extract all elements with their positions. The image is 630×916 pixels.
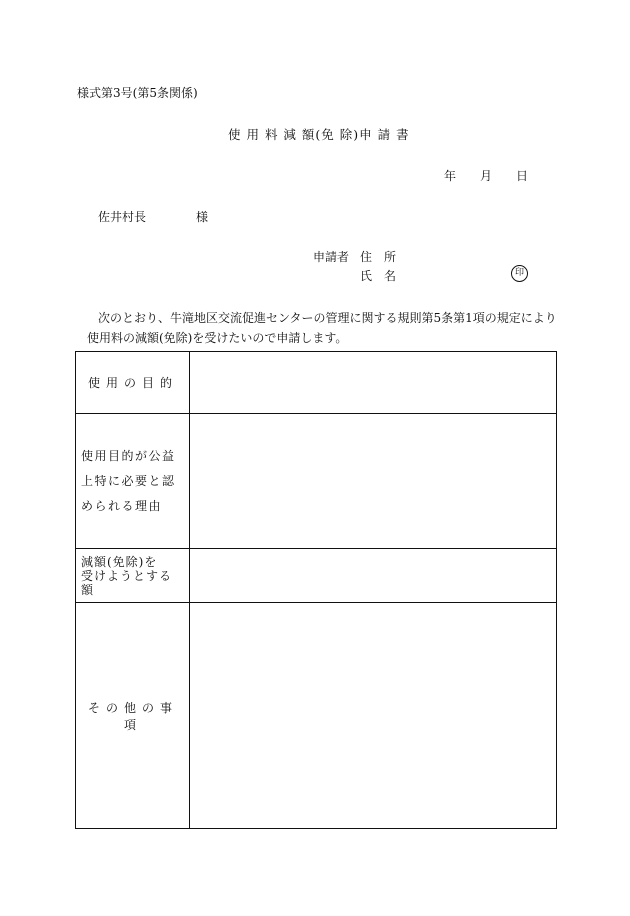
applicant-label: 申請者 <box>313 250 350 264</box>
public-reason-field[interactable] <box>190 414 557 549</box>
body-text-line-2: 使用料の減額(免除)を受けたいので申請します。 <box>87 331 348 345</box>
date-year-label: 年 <box>444 169 457 183</box>
addressee-honorific: 様 <box>196 210 209 224</box>
public-reason-label-line-3: められる理由 <box>81 498 163 513</box>
reduction-amount-label-line-3: 額 <box>81 582 95 597</box>
reduction-amount-label-line-2: 受けようとする <box>81 568 173 583</box>
form-number: 様式第3号(第5条関係) <box>77 86 198 100</box>
address-label: 住 所 <box>360 250 397 264</box>
table-row-other-matters <box>76 603 557 829</box>
addressee-name: 佐井村長 <box>98 210 147 224</box>
other-matters-field[interactable] <box>190 603 557 829</box>
date-day-label: 日 <box>516 169 529 183</box>
other-matters-label: その他の事項 <box>76 603 190 829</box>
public-reason-label <box>76 414 190 549</box>
name-label: 氏 名 <box>360 269 397 283</box>
application-form-table <box>75 351 557 829</box>
date-month-label: 月 <box>480 169 493 183</box>
reduction-amount-field[interactable] <box>190 549 557 603</box>
table-row-usage-purpose <box>76 352 557 414</box>
table-row-reduction-amount <box>76 549 557 603</box>
usage-purpose-label: 使用の目的 <box>76 352 190 414</box>
reduction-amount-label-line-1: 減額(免除)を <box>81 554 158 569</box>
public-reason-label-line-2: 上特に必要と認 <box>81 473 176 488</box>
document-title: 使 用 料 減 額(免 除)申 請 書 <box>228 127 410 142</box>
reduction-amount-label <box>76 549 190 603</box>
seal-mark: 印 <box>511 265 528 282</box>
table-row-public-reason <box>76 414 557 549</box>
body-text-line-1: 次のとおり、牛滝地区交流促進センターの管理に関する規則第5条第1項の規定により <box>98 311 557 325</box>
usage-purpose-field[interactable] <box>190 352 557 414</box>
public-reason-label-line-1: 使用目的が公益 <box>81 448 176 463</box>
